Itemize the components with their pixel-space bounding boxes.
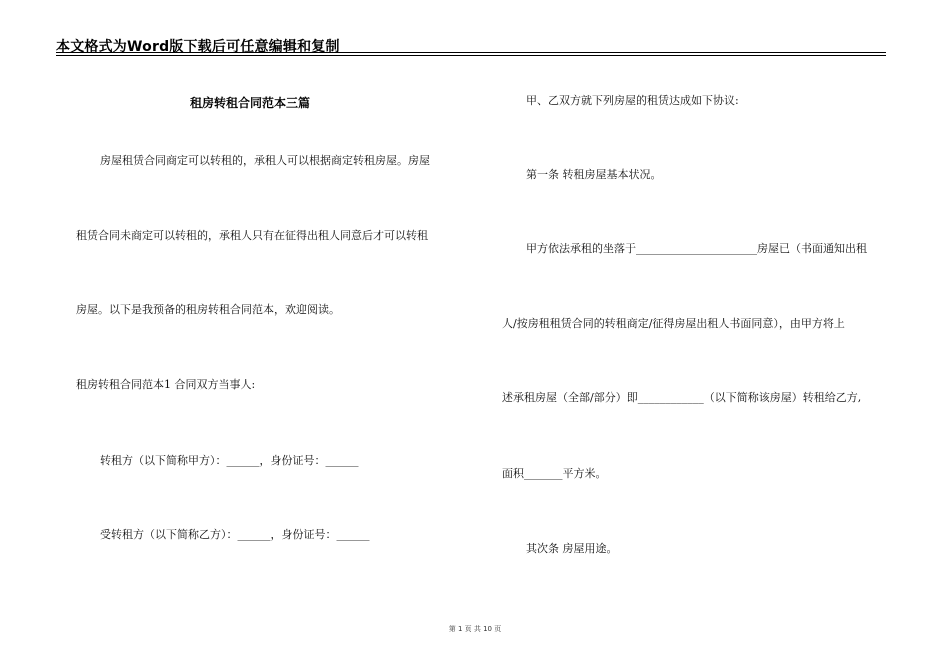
right-paragraph-line: 其次条 房屋用途。 <box>526 542 618 555</box>
left-paragraph-line: 转租方（以下简称甲方）：______，身份证号：______ <box>100 454 359 467</box>
header-title: 本文格式为Word版下载后可任意编辑和复制 <box>56 39 340 55</box>
page-number: 第 1 页 共 10 页 <box>448 625 502 633</box>
left-paragraph-line: 受转租方（以下简称乙方）：______，身份证号：______ <box>100 528 370 541</box>
header-divider-secondary <box>56 55 886 56</box>
header-divider <box>56 52 886 53</box>
right-paragraph-line: 述承租房屋（全部/部分）即____________（以下简称该房屋）转租给乙方, <box>502 391 862 404</box>
left-paragraph-line: 租赁合同未商定可以转租的，承租人只有在征得出租人同意后才可以转租 <box>76 229 428 242</box>
right-paragraph-line: 面积_______平方米。 <box>502 467 607 480</box>
right-paragraph-line: 人/按房租租赁合同的转租商定/征得房屋出租人书面同意），由甲方将上 <box>502 317 845 330</box>
left-paragraph-line: 房屋。以下是我预备的租房转租合同范本，欢迎阅读。 <box>76 303 340 316</box>
document-title: 租房转租合同范本三篇 <box>190 96 311 110</box>
right-paragraph-line: 第一条 转租房屋基本状况。 <box>526 168 662 181</box>
right-paragraph-line: 甲、乙双方就下列房屋的租赁达成如下协议: <box>526 94 739 107</box>
left-paragraph-line: 房屋租赁合同商定可以转租的，承租人可以根据商定转租房屋。房屋 <box>100 154 430 167</box>
right-paragraph-line: 甲方依法承租的坐落于______________________房屋已（书面通知出租 <box>526 242 867 255</box>
left-paragraph-line: 租房转租合同范本1 合同双方当事人: <box>76 378 256 391</box>
